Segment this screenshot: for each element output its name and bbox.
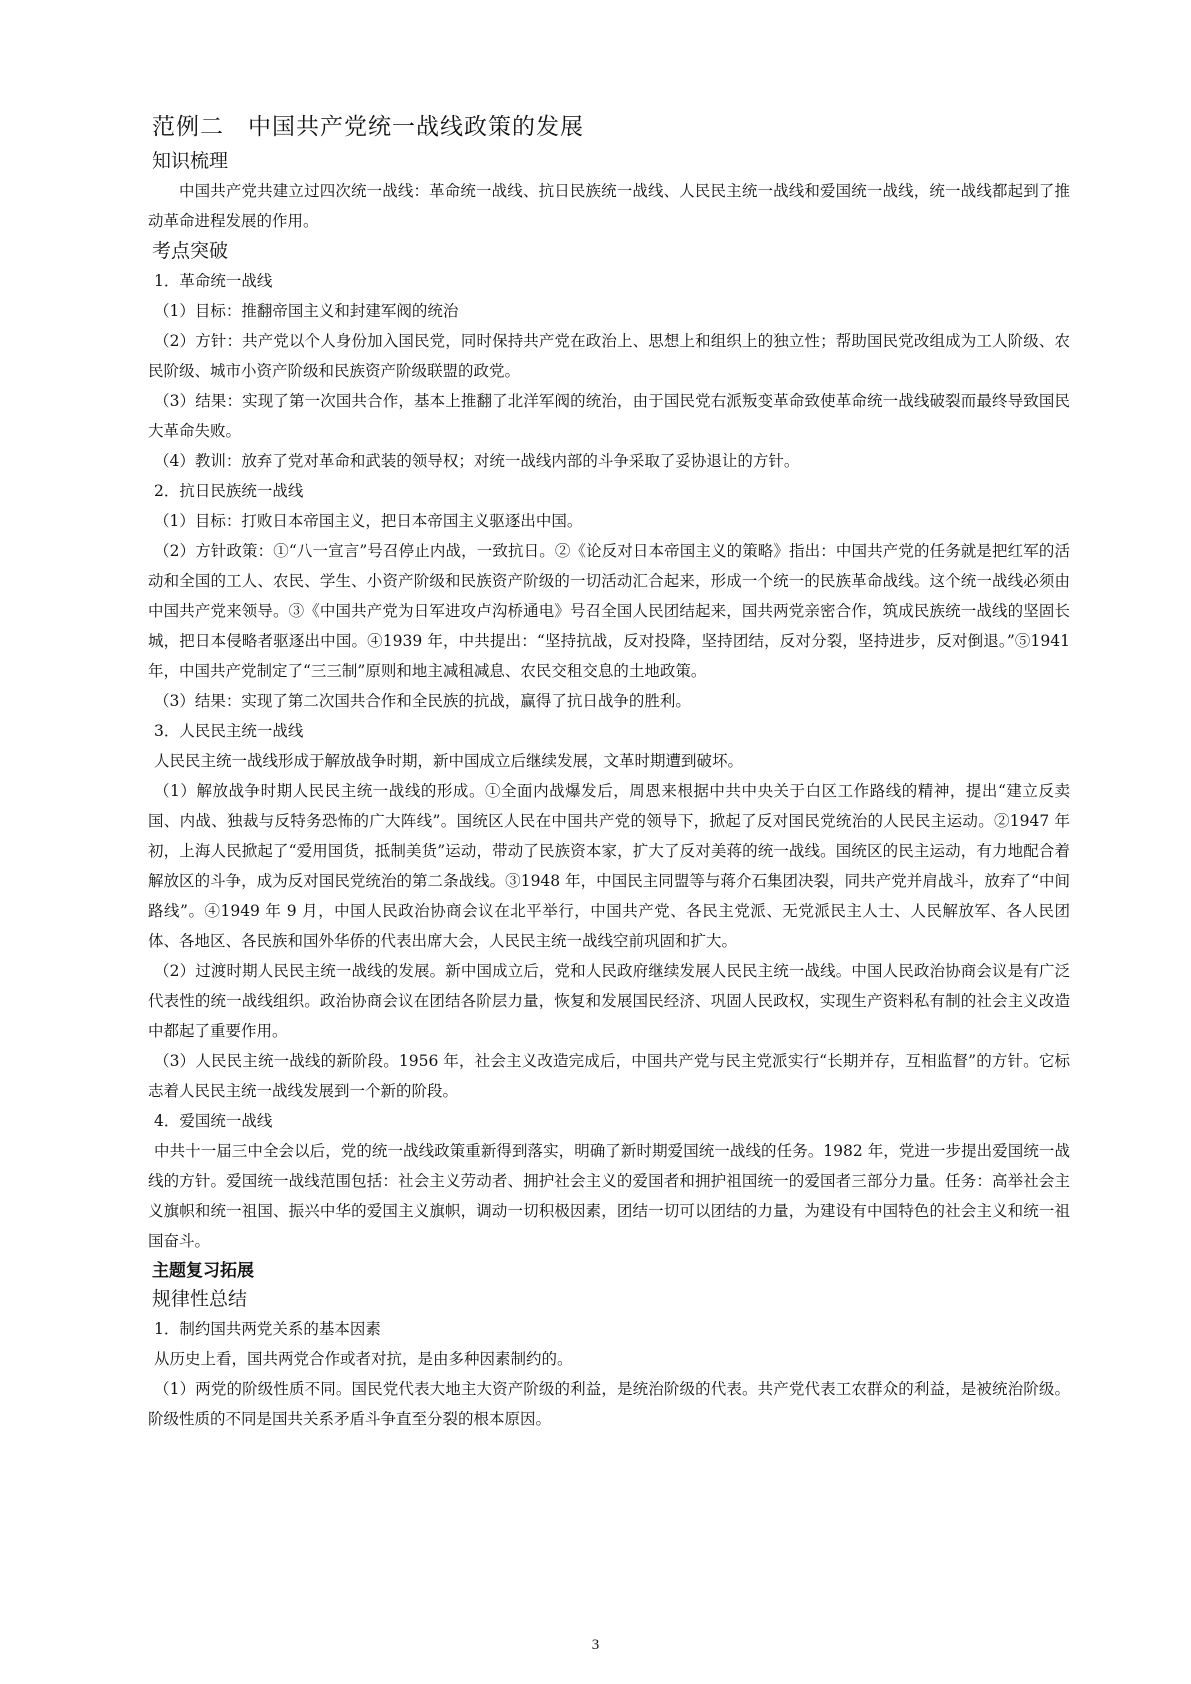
page-content [148, 110, 1070, 1434]
item1-title: 1．革命统一战线 [154, 272, 273, 290]
item1-paragraph-3: （3）结果：实现了第一次国共合作，基本上推翻了北洋军阀的统治，由于国民党右派叛变革命致使革命统一战线破裂而最终导致国民大革命失败。 [148, 392, 1070, 440]
item1-paragraph-4: （4）教训：放弃了党对革命和武装的领导权；对统一战线内部的斗争采取了妥协退让的方针。 [154, 452, 800, 470]
item3-title: 3．人民民主统一战线 [154, 722, 304, 740]
item2-paragraph-2: （2）方针政策：①“八一宣言”号召停止内战，一致抗日。②《论反对日本帝国主义的策略》指出：中国共产党的任务就是把红军的活动和全国的工人、农民、学生、小资产阶级和民族资产阶级的一切活动汇合起来，形成一个统一的民族革命战线。这个统一战线必须由中国共产党来领导。③《中国共产党为日军进攻卢沟桥通电》号召全国人民团结起来，国共两党亲密合作，筑成民族统一战线的坚固长城，把日本侵略者驱逐出中国。④1939 年，中共提出：“坚持抗战，反对投降，坚持团结，反对分裂，坚持进步，反对倒退。”⑤1941 年，中国共产党制定了“三三制”原则和地主减租减息、农民交租交息的土地政策。 [148, 542, 1070, 680]
item3-intro: 人民民主统一战线形成于解放战争时期，新中国成立后继续发展，文革时期遭到破坏。 [154, 752, 744, 770]
item2-paragraph-1: （1）目标：打败日本帝国主义，把日本帝国主义驱逐出中国。 [154, 512, 583, 530]
item3-paragraph-3: （3）人民民主统一战线的新阶段。1956 年，社会主义改造完成后，中国共产党与民主党派实行“长期并存，互相监督”的方针。它标志着人民民主统一战线发展到一个新的阶段。 [148, 1052, 1070, 1100]
summary-item1-intro: 从历史上看，国共两党合作或者对抗，是由多种因素制约的。 [154, 1350, 573, 1368]
item2-paragraph-3: （3）结果：实现了第二次国共合作和全民族的抗战，赢得了抗日战争的胜利。 [154, 692, 691, 710]
item4-paragraph-1: 中共十一届三中全会以后，党的统一战线政策重新得到落实，明确了新时期爱国统一战线的任务。1982 年，党进一步提出爱国统一战线的方针。爱国统一战线范围包括：社会主义劳动者、拥护社会主义的爱国者和拥护祖国统一的爱国者三部分力量。任务：高举社会主义旗帜和统一祖国、振兴中华的爱国主义旗帜，调动一切积极因素，团结一切可以团结的力量，为建设有中国特色的社会主义和统一祖国奋斗。 [148, 1142, 1070, 1250]
summary-item1-paragraph-1: （1）两党的阶级性质不同。国民党代表大地主大资产阶级的利益，是统治阶级的代表。共产党代表工农群众的利益，是被统治阶级。阶级性质的不同是国共关系矛盾斗争直至分裂的根本原因。 [148, 1380, 1070, 1428]
review-heading: 主题复习拓展 [152, 1261, 254, 1281]
breakthrough-heading: 考点突破 [152, 240, 229, 262]
summary-heading: 规律性总结 [152, 1288, 248, 1310]
page-title: 范例二 中国共产党统一战线政策的发展 [152, 114, 584, 140]
knowledge-heading: 知识梳理 [152, 150, 229, 172]
item4-title: 4．爱国统一战线 [154, 1112, 273, 1130]
item3-paragraph-1: （1）解放战争时期人民民主统一战线的形成。①全面内战爆发后，周恩来根据中共中央关于白区工作路线的精神，提出“建立反卖国、内战、独裁与反特务恐怖的广大阵线”。国统区人民在中国共产党的领导下，掀起了反对国民党统治的人民民主运动。②1947 年初，上海人民掀起了“爱用国货，抵制美货”运动，带动了民族资本家，扩大了反对美蒋的统一战线。国统区的民主运动，有力地配合着解放区的斗争，成为反对国民党统治的第二条战线。③1948 年，中国民主同盟等与蒋介石集团决裂，同共产党并肩战斗，放弃了“中间路线”。④1949 年 9 月，中国人民政治协商会议在北平举行，中国共产党、各民主党派、无党派民主人士、人民解放军、各人民团体、各地区、各民族和国外华侨的代表出席大会，人民民主统一战线空前巩固和扩大。 [148, 782, 1070, 950]
knowledge-paragraph: 中国共产党共建立过四次统一战线：革命统一战线、抗日民族统一战线、人民民主统一战线和爱国统一战线，统一战线都起到了推动革命进程发展的作用。 [148, 182, 1070, 230]
item2-title: 2．抗日民族统一战线 [154, 482, 304, 500]
page-number: 3 [591, 1637, 600, 1653]
summary-item1-title: 1．制约国共两党关系的基本因素 [154, 1320, 381, 1338]
item3-paragraph-2: （2）过渡时期人民民主统一战线的发展。新中国成立后，党和人民政府继续发展人民民主统一战线。中国人民政治协商会议是有广泛代表性的统一战线组织。政治协商会议在团结各阶层力量，恢复和发展国民经济、巩固人民政权，实现生产资料私有制的社会主义改造中都起了重要作用。 [148, 962, 1070, 1040]
item1-paragraph-2: （2）方针：共产党以个人身份加入国民党，同时保持共产党在政治上、思想上和组织上的独立性；帮助国民党改组成为工人阶级、农民阶级、城市小资产阶级和民族资产阶级联盟的政党。 [148, 332, 1070, 380]
item1-paragraph-1: （1）目标：推翻帝国主义和封建军阀的统治 [154, 302, 459, 320]
